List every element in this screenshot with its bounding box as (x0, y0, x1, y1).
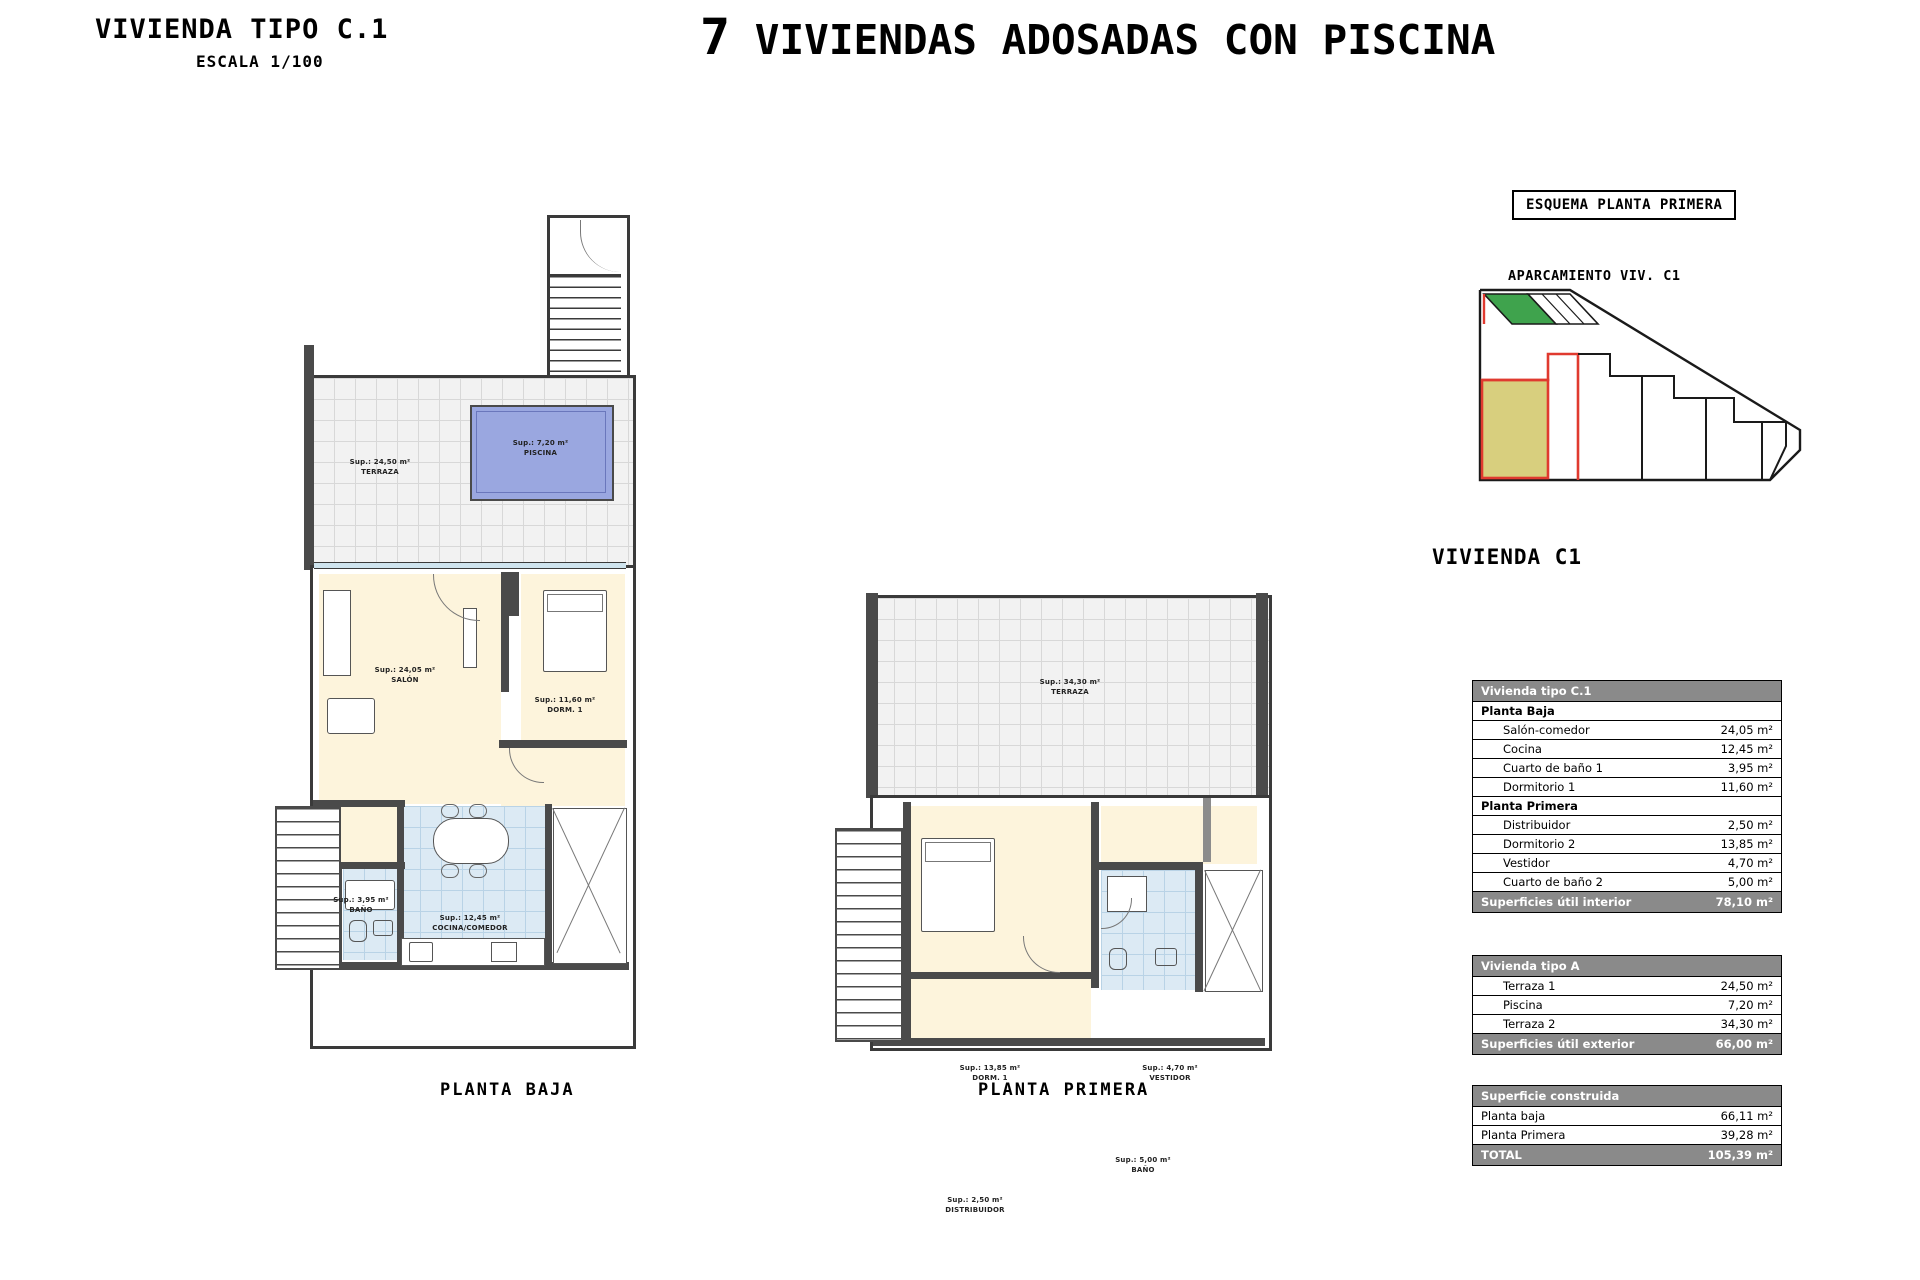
label-terraza-first-sup: Sup.: 34,30 m² (1039, 678, 1101, 686)
table-row (1473, 873, 1781, 892)
row-label: Cocina (1503, 742, 1542, 756)
label-terraza-ground (320, 457, 440, 477)
wall-f2 (1091, 802, 1099, 988)
furniture-dining-table (433, 818, 509, 864)
kitchen-sink (491, 942, 517, 962)
row-label: Piscina (1503, 998, 1543, 1012)
wall-f3 (1095, 862, 1201, 870)
label-piscina (488, 438, 593, 458)
label-distribuidor-sup: Sup.: 2,50 m² (947, 1196, 1003, 1204)
bath-wc (349, 920, 367, 942)
label-bano-ground (316, 895, 406, 915)
furniture-chair-2 (469, 804, 487, 818)
esquema-svg (1470, 280, 1810, 540)
table1-group1-title: Planta Baja (1473, 702, 1781, 721)
wall-h3 (335, 862, 405, 869)
esquema-title-box: ESQUEMA PLANTA PRIMERA (1512, 190, 1736, 220)
caption-planta-primera: PLANTA PRIMERA (978, 1080, 1150, 1100)
bath2-wc (1109, 948, 1127, 970)
scale-label: ESCALA 1/100 (196, 52, 324, 71)
table1-header: Vivienda tipo C.1 (1473, 681, 1781, 702)
label-distribuidor-name: DISTRIBUIDOR (945, 1206, 1005, 1215)
row-label: Terraza 1 (1503, 979, 1556, 993)
title-number: 7 (700, 8, 731, 66)
table-row (1473, 996, 1781, 1015)
total-label: Superficies útil exterior (1481, 1037, 1635, 1051)
wall-v2 (509, 572, 519, 616)
table-row (1473, 1107, 1781, 1126)
table-row (1473, 1015, 1781, 1034)
label-piscina-name: PISCINA (523, 449, 558, 458)
row-label: Terraza 2 (1503, 1017, 1556, 1031)
table-vivienda-c1 (1472, 680, 1782, 913)
label-vestidor-sup: Sup.: 4,70 m² (1142, 1064, 1198, 1072)
row-label: Cuarto de baño 1 (1503, 761, 1603, 775)
label-bano-first (1088, 1155, 1198, 1175)
label-salon (350, 665, 460, 685)
terrace-first-left-wall (866, 593, 878, 798)
label-terraza-first (1010, 677, 1130, 697)
page-title-left: VIVIENDA TIPO C.1 (95, 14, 389, 45)
terrace-first (870, 595, 1272, 801)
label-bano-first-name: BAÑO (1131, 1166, 1155, 1175)
row-value: 3,95 m² (1727, 761, 1773, 775)
ground-floor-plan (310, 205, 730, 1045)
table-row (1473, 759, 1781, 778)
total-value: 78,10 m² (1715, 895, 1773, 909)
row-value: 66,11 m² (1720, 1109, 1773, 1123)
furniture-chair-3 (441, 864, 459, 878)
furniture-bed-2-pillow (925, 842, 991, 862)
wall-v5 (545, 804, 552, 966)
total-label: TOTAL (1481, 1148, 1522, 1162)
row-value: 24,05 m² (1720, 723, 1773, 737)
row-value: 7,20 m² (1727, 998, 1773, 1012)
table1-total (1473, 892, 1781, 912)
label-dorm2-sup: Sup.: 13,85 m² (959, 1064, 1021, 1072)
table-superficie-construida (1472, 1085, 1782, 1166)
total-label: Superficies útil interior (1481, 895, 1632, 909)
row-value: 13,85 m² (1720, 837, 1773, 851)
table1-group2-title: Planta Primera (1473, 797, 1781, 816)
row-value: 12,45 m² (1720, 742, 1773, 756)
label-bano-ground-sup: Sup.: 3,95 m² (333, 896, 389, 904)
label-dorm2-name: DORM. 1 (972, 1074, 1008, 1083)
room-distribuidor (911, 978, 1091, 1040)
label-distribuidor (910, 1195, 1040, 1215)
interior-stair-ground (275, 806, 341, 970)
table3-total (1473, 1145, 1781, 1165)
aparcamiento-label: APARCAMIENTO VIV. C1 (1508, 268, 1681, 284)
table-row (1473, 835, 1781, 854)
furniture-armchair (327, 698, 375, 734)
wall-f6 (873, 1038, 1265, 1046)
label-bano-first-sup: Sup.: 5,00 m² (1115, 1156, 1171, 1164)
label-terraza-first-name: TERRAZA (1051, 688, 1089, 697)
row-label: Dormitorio 1 (1503, 780, 1576, 794)
page-title-main (700, 8, 1495, 66)
row-value: 39,28 m² (1720, 1128, 1773, 1142)
label-vestidor-name: VESTIDOR (1149, 1074, 1191, 1083)
caption-planta-baja: PLANTA BAJA (440, 1080, 575, 1100)
table3-header: Superficie construida (1473, 1086, 1781, 1107)
label-cocina-sup: Sup.: 12,45 m² (439, 914, 501, 922)
vivienda-c1-label: VIVIENDA C1 (1432, 545, 1583, 569)
label-salon-name: SALÓN (391, 676, 419, 685)
row-label: Salón-comedor (1503, 723, 1590, 737)
furniture-chair-4 (469, 864, 487, 878)
row-label: Cuarto de baño 2 (1503, 875, 1603, 889)
esquema-diagram (1470, 280, 1810, 540)
row-value: 2,50 m² (1727, 818, 1773, 832)
wall-f1 (903, 802, 911, 1042)
table2-header: Vivienda tipo A (1473, 956, 1781, 977)
label-bano-ground-name: BAÑO (349, 906, 373, 915)
total-value: 66,00 m² (1715, 1037, 1773, 1051)
title-rest: VIVIENDAS ADOSADAS CON PISCINA (730, 16, 1496, 64)
table-row (1473, 721, 1781, 740)
glazing-band-ground (314, 562, 626, 569)
row-label: Dormitorio 2 (1503, 837, 1576, 851)
furniture-sofa (323, 590, 351, 676)
wall-f5 (903, 972, 1095, 979)
wall-v1 (501, 572, 509, 692)
row-value: 4,70 m² (1727, 856, 1773, 870)
row-value: 34,30 m² (1720, 1017, 1773, 1031)
table-row (1473, 977, 1781, 996)
row-value: 5,00 m² (1727, 875, 1773, 889)
table2-total (1473, 1034, 1781, 1054)
label-terraza-ground-name: TERRAZA (361, 468, 399, 477)
row-label: Planta baja (1481, 1109, 1546, 1123)
label-salon-sup: Sup.: 24,05 m² (374, 666, 436, 674)
label-piscina-sup: Sup.: 7,20 m² (512, 439, 569, 447)
row-label: Planta Primera (1481, 1128, 1566, 1142)
wall-f4 (1195, 862, 1203, 992)
terrace-left-wall (304, 345, 314, 570)
wall-h1 (499, 740, 627, 748)
room-vestidor (1101, 806, 1257, 864)
row-label: Distribuidor (1503, 818, 1571, 832)
kitchen-hob (409, 942, 433, 962)
bath-sink (373, 920, 393, 936)
label-dorm1-ground (510, 695, 620, 715)
table-vivienda-a (1472, 955, 1782, 1055)
label-terraza-ground-sup: Sup.: 24,50 m² (349, 458, 411, 466)
ground-interior-block (310, 565, 636, 1049)
label-cocina-name: COCINA/COMEDOR (432, 924, 508, 933)
table-row (1473, 816, 1781, 835)
label-dorm1-ground-sup: Sup.: 11,60 m² (534, 696, 596, 704)
bath2-sink (1155, 948, 1177, 966)
row-label: Vestidor (1503, 856, 1550, 870)
first-interior-block (870, 795, 1272, 1051)
label-dorm1-ground-name: DORM. 1 (547, 706, 583, 715)
row-value: 11,60 m² (1720, 780, 1773, 794)
table-row (1473, 740, 1781, 759)
interior-stair-first (835, 828, 903, 1042)
wall-f7 (1203, 798, 1211, 862)
table-row (1473, 854, 1781, 873)
table-row (1473, 778, 1781, 797)
row-value: 24,50 m² (1720, 979, 1773, 993)
table-row (1473, 1126, 1781, 1145)
total-value: 105,39 m² (1707, 1148, 1773, 1162)
terrace-first-right-wall (1256, 593, 1268, 798)
furniture-bed-1-pillow (547, 594, 603, 612)
furniture-chair-1 (441, 804, 459, 818)
label-cocina (410, 913, 530, 933)
